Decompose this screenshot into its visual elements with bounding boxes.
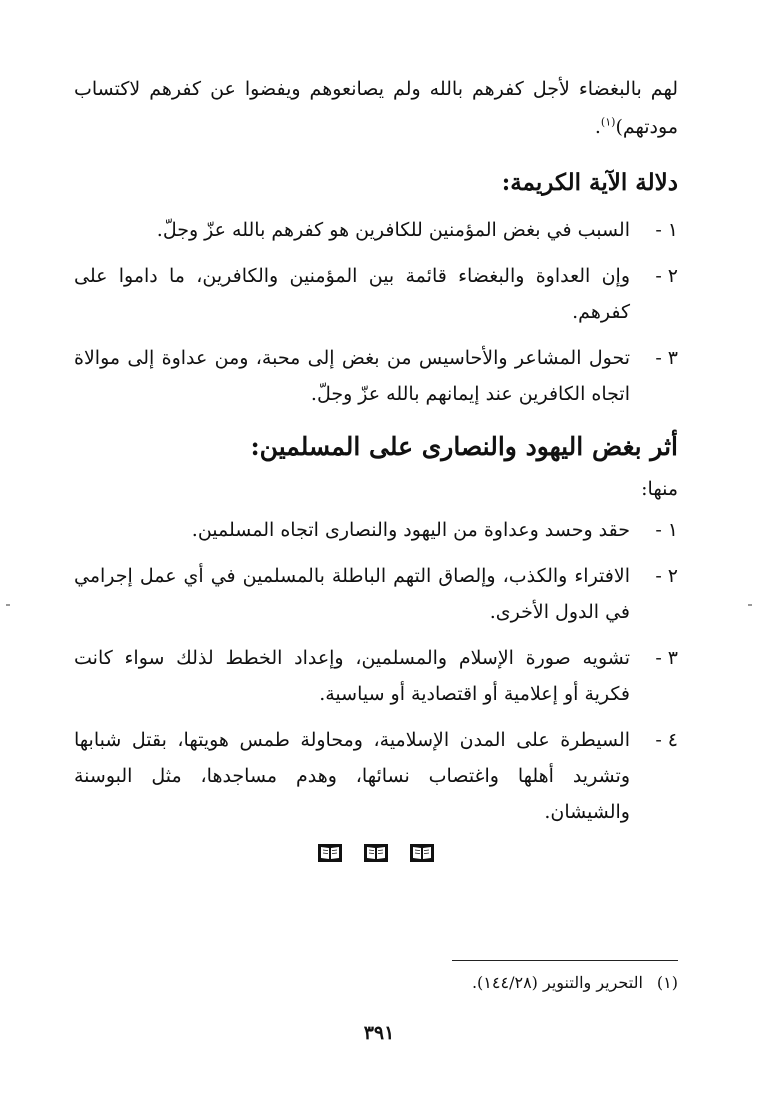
list-number: ٣ - [655, 647, 678, 669]
section2-heading: أثر بغض اليهود والنصارى على المسلمين: [250, 432, 678, 461]
list-item [74, 258, 678, 330]
section2-intro: منها: [641, 478, 678, 500]
page-body [74, 70, 678, 862]
footnote-divider [452, 960, 678, 961]
intro-end: . [594, 116, 601, 138]
margin-mark [6, 604, 10, 606]
open-book-icon [318, 844, 342, 862]
list-item [74, 722, 678, 830]
footnote-mark: (١) [656, 973, 678, 992]
footnote-text: التحرير والتنوير (١٤٤/٢٨). [471, 973, 643, 992]
list-text: حقد وحسد وعداوة من اليهود والنصارى اتجاه المسلمين. [191, 519, 630, 541]
footnote-reference[interactable]: (١) [600, 115, 616, 129]
list-item [74, 512, 678, 548]
list-text: السيطرة على المدن الإسلامية، ومحاولة طمس هويتها، بقتل شبابها وتشريد أهلها واغتصاب نسائها، وهدم مساجدها، مثل البوسنة والشيشان. [74, 729, 630, 823]
list-item [74, 558, 678, 630]
intro-paragraph [74, 70, 678, 146]
list-item [74, 212, 678, 248]
list-text: تشويه صورة الإسلام والمسلمين، وإعداد الخطط لذلك سواء كانت فكرية أو إعلامية أو اقتصادية أو سياسية. [74, 647, 630, 705]
list-number: ٣ - [655, 347, 678, 369]
list-number: ١ - [655, 219, 678, 241]
list-text: الافتراء والكذب، وإلصاق التهم الباطلة بالمسلمين في أي عمل إجرامي في الدول الأخرى. [74, 565, 630, 623]
list-number: ٤ - [655, 729, 678, 751]
list-text: السبب في بغض المؤمنين للكافرين هو كفرهم بالله عزّ وجلّ. [156, 219, 630, 241]
list-number: ٢ - [655, 565, 678, 587]
list-text: تحول المشاعر والأحاسيس من بغض إلى محبة، ومن عداوة إلى موالاة اتجاه الكافرين عند إيمانهم بالله عزّ وجلّ. [74, 347, 630, 405]
list-item [74, 340, 678, 412]
list-number: ١ - [655, 519, 678, 541]
page-number: ٣٩١ [363, 1022, 395, 1044]
open-book-icon [410, 844, 434, 862]
open-book-icon [364, 844, 388, 862]
margin-mark [748, 604, 752, 606]
section1-heading: دلالة الآية الكريمة: [501, 169, 678, 196]
list-text: وإن العداوة والبغضاء قائمة بين المؤمنين والكافرين، ما داموا على كفرهم. [74, 265, 630, 323]
section-divider-ornaments [74, 844, 678, 862]
intro-text: لهم بالبغضاء لأجل كفرهم بالله ولم يصانعوهم ويفضوا عن كفرهم لاكتساب مودتهم) [74, 78, 678, 138]
footnote [78, 970, 678, 996]
list-number: ٢ - [655, 265, 678, 287]
list-item [74, 640, 678, 712]
